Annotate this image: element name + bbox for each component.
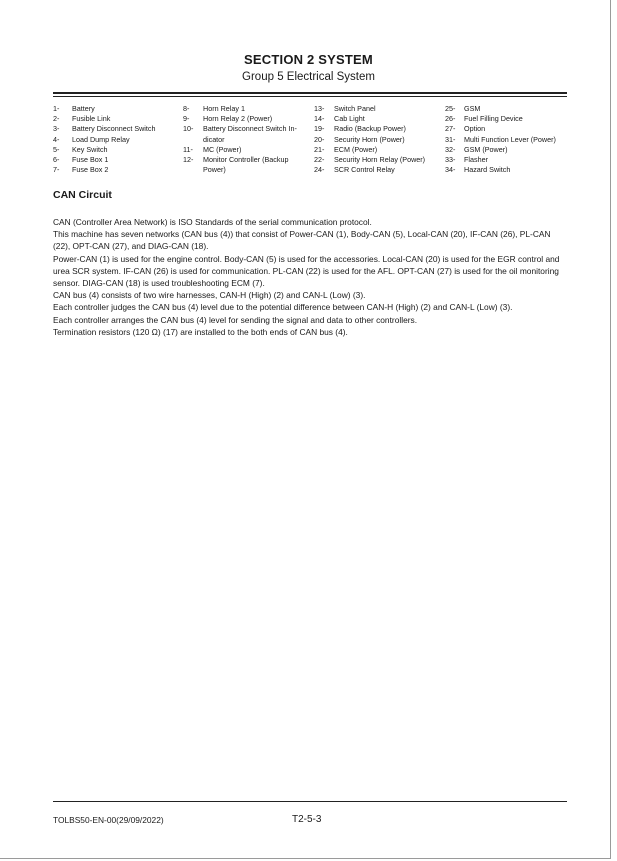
legend-item xyxy=(314,104,439,114)
legend-label: SCR Control Relay xyxy=(334,165,395,175)
legend-label: dicator xyxy=(203,134,225,144)
legend-item xyxy=(183,124,313,134)
can-circuit-heading: CAN Circuit xyxy=(53,189,112,201)
legend-item xyxy=(445,165,574,175)
legend-item xyxy=(445,124,574,134)
legend-item xyxy=(445,104,574,114)
legend-item xyxy=(53,104,182,114)
legend-number: 26- xyxy=(445,114,456,124)
legend-label: Battery xyxy=(72,104,95,113)
legend-number: 6- xyxy=(53,155,60,165)
legend-item xyxy=(183,104,313,114)
legend-number: 12- xyxy=(183,155,194,165)
group-title: Group 5 Electrical System xyxy=(242,71,375,83)
legend-label: Fuse Box 2 xyxy=(72,165,109,175)
legend-number: 33- xyxy=(445,155,456,165)
body-paragraph: CAN (Controller Area Network) is ISO Standards of the serial communication protocol. xyxy=(53,217,372,227)
legend-item xyxy=(314,145,439,155)
legend-label: Flasher xyxy=(464,155,488,165)
legend-label: Power) xyxy=(203,165,226,175)
legend-label: ECM (Power) xyxy=(334,144,378,154)
header-rule-thin xyxy=(53,96,567,97)
legend-item xyxy=(445,114,574,124)
legend-item xyxy=(53,124,182,134)
legend-number: 24- xyxy=(314,165,325,175)
legend-item xyxy=(314,155,439,165)
legend-number: 8- xyxy=(183,104,190,113)
legend-number: 14- xyxy=(314,114,325,124)
legend-item xyxy=(183,145,313,155)
legend-item xyxy=(314,135,439,145)
legend-number: 2- xyxy=(53,114,60,124)
legend-item xyxy=(445,135,574,145)
header-rule-thick xyxy=(53,92,567,94)
legend-number: 10- xyxy=(183,124,194,134)
legend-number: 13- xyxy=(314,104,325,113)
legend-item xyxy=(183,165,313,175)
legend-number: 25- xyxy=(445,104,456,113)
legend-number: 21- xyxy=(314,144,325,154)
can-circuit-body xyxy=(53,216,569,338)
legend-number: 20- xyxy=(314,134,325,144)
legend-label: Security Horn Relay (Power) xyxy=(334,155,426,165)
legend-number: 9- xyxy=(183,114,190,124)
legend-label: Fusible Link xyxy=(72,114,111,124)
legend-number: 32- xyxy=(445,144,456,154)
legend-label: Multi Function Lever (Power) xyxy=(464,134,556,144)
legend-label: Monitor Controller (Backup xyxy=(203,155,289,165)
legend-column-1 xyxy=(53,104,182,175)
legend-label: Load Dump Relay xyxy=(72,134,130,144)
legend-number: 1- xyxy=(53,104,60,113)
legend-label: GSM xyxy=(464,104,481,113)
legend-label: Battery Disconnect Switch In- xyxy=(203,124,297,134)
legend-number: 4- xyxy=(53,134,60,144)
legend-item xyxy=(314,165,439,175)
legend-label: Switch Panel xyxy=(334,104,376,113)
legend-label: MC (Power) xyxy=(203,144,242,154)
legend-number: 22- xyxy=(314,155,325,165)
legend-label: Battery Disconnect Switch xyxy=(72,124,156,134)
legend-item xyxy=(314,114,439,124)
legend-item xyxy=(314,124,439,134)
section-title: SECTION 2 SYSTEM xyxy=(244,52,373,67)
legend-column-3 xyxy=(314,104,439,175)
legend-number: 5- xyxy=(53,144,60,154)
legend-item xyxy=(53,145,182,155)
legend-number: 34- xyxy=(445,165,456,175)
legend-item xyxy=(53,155,182,165)
legend-label: Option xyxy=(464,124,486,134)
legend-number xyxy=(183,165,203,175)
legend-number: 19- xyxy=(314,124,325,134)
body-paragraph: CAN bus (4) consists of two wire harnesses, CAN-H (High) (2) and CAN-L (Low) (3). xyxy=(53,290,366,301)
legend-number: 7- xyxy=(53,165,60,175)
legend-item xyxy=(445,145,574,155)
page-number: T2-5-3 xyxy=(292,814,322,825)
legend-item xyxy=(53,165,182,175)
legend-label: Radio (Backup Power) xyxy=(334,124,406,134)
legend-number: 11- xyxy=(183,144,193,154)
legend-item xyxy=(445,155,574,165)
legend-item xyxy=(183,114,313,124)
legend-label: Horn Relay 1 xyxy=(203,104,245,113)
legend-item xyxy=(53,114,182,124)
document-code: TOLBS50-EN-00(29/09/2022) xyxy=(53,815,164,825)
legend-item xyxy=(183,135,313,145)
legend-label: Security Horn (Power) xyxy=(334,134,405,144)
body-paragraph: Termination resistors (120 Ω) (17) are installed to the both ends of CAN bus (4). xyxy=(53,326,348,337)
legend-label: Fuse Box 1 xyxy=(72,155,109,165)
legend-number: 27- xyxy=(445,124,456,134)
legend-column-2 xyxy=(183,104,313,175)
legend-item xyxy=(183,155,313,165)
legend-number: 31- xyxy=(445,134,456,144)
legend-label: Key Switch xyxy=(72,144,108,154)
legend-label: Fuel Filling Device xyxy=(464,114,523,124)
legend-label: Hazard Switch xyxy=(464,165,511,175)
legend-column-4 xyxy=(445,104,574,175)
legend-label: Cab Light xyxy=(334,114,365,124)
legend-label: GSM (Power) xyxy=(464,144,508,154)
legend-item xyxy=(53,135,182,145)
body-paragraph: Each controller arranges the CAN bus (4) level for sending the signal and data to other controllers. xyxy=(53,314,418,325)
body-paragraph: This machine has seven networks (CAN bus (4)) that consist of Power-CAN (1), Body-CAN (5), Local-CAN (20), IF-CAN (26), PL-CAN (22), OPT-CAN (27), and DIAG-CAN (18). xyxy=(53,229,551,252)
footer-rule xyxy=(53,801,567,802)
body-paragraph: Power-CAN (1) is used for the engine control. Body-CAN (5) is used for the accessories. Local-CAN (20) is used for the EGR control and urea SCR system. IF-CAN (26) is used for communication. PL-CAN (22) is used for the AFL. OPT-CAN (27) is used for the oil monitoring sensor. DIAG-CAN (18) is used troubleshooting ECM (7). xyxy=(53,253,560,289)
legend-number xyxy=(183,135,203,145)
body-paragraph: Each controller judges the CAN bus (4) level due to the potential difference between CAN-H (High) (2) and CAN-L (Low) (3). xyxy=(53,302,513,313)
legend-number: 3- xyxy=(53,124,60,134)
legend-label: Horn Relay 2 (Power) xyxy=(203,114,273,124)
